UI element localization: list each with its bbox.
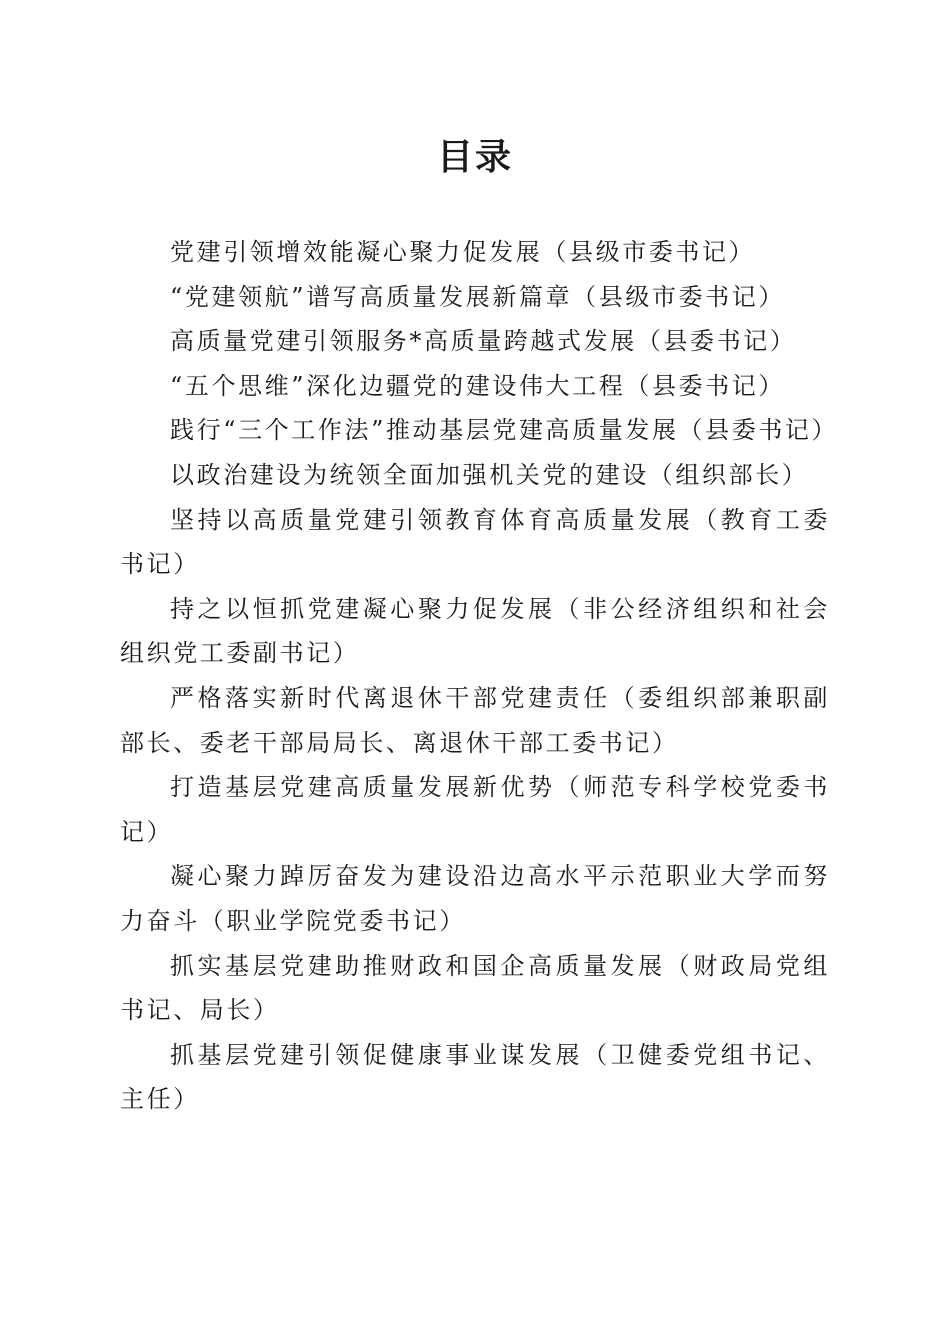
toc-entry: 持之以恒抓党建凝心聚力促发展（非公经济组织和社会组织党工委副书记）: [120, 594, 830, 668]
toc-entry: 抓实基层党建助推财政和国企高质量发展（财政局党组书记、局长）: [120, 951, 830, 1025]
toc-entry: 凝心聚力踔厉奋发为建设沿边高水平示范职业大学而努力奋斗（职业学院党委书记）: [120, 862, 830, 935]
toc-entry: 打造基层党建高质量发展新优势（师范专科学校党委书记）: [120, 773, 830, 846]
toc-entry: “党建领航”谱写高质量发展新篇章（县级市委书记）: [170, 282, 785, 311]
toc-entry: 抓基层党建引领促健康事业谋发展（卫健委党组书记、主任）: [120, 1040, 830, 1114]
toc-entry: 坚持以高质量党建引领教育体育高质量发展（教育工委书记）: [120, 505, 830, 579]
toc-entry: 以政治建设为统领全面加强机关党的建设（组织部长）: [170, 460, 809, 489]
page-title: 目录: [436, 136, 513, 178]
toc-entry: 践行“三个工作法”推动基层党建高质量发展（县委书记）: [170, 416, 839, 445]
toc-entry: “五个思维”深化边疆党的建设伟大工程（县委书记）: [170, 371, 785, 400]
table-of-contents: [120, 230, 839, 1122]
toc-entry: 严格落实新时代离退休干部党建责任（委组织部兼职副部长、委老干部局局长、离退休干部工委书记）: [120, 683, 830, 757]
toc-entry: 党建引领增效能凝心聚力促发展（县级市委书记）: [170, 238, 756, 266]
toc-entry: 高质量党建引领服务*高质量跨越式发展（县委书记）: [170, 327, 797, 356]
